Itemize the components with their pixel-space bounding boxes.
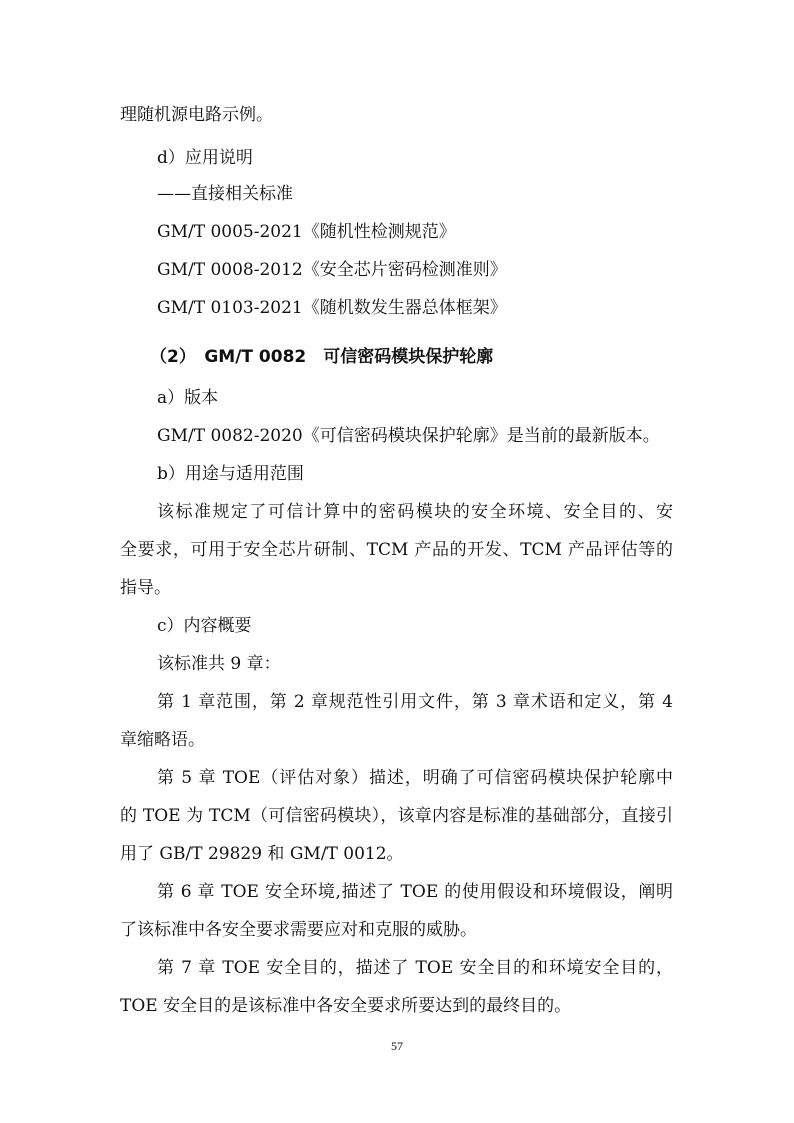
page-number: 57 bbox=[391, 1039, 403, 1053]
text-line: 该标准共 9 章： bbox=[157, 654, 281, 674]
standard-reference: GM/T 0103-2021《随机数发生器总体框架》 bbox=[157, 298, 507, 318]
text-line: 第 7 章 TOE 安全目的，描述了 TOE 安全目的和环境安全目的， bbox=[157, 958, 673, 978]
section-heading: （2） GM/T 0082 可信密码模块保护轮廓 bbox=[150, 347, 494, 367]
text-line: GM/T 0082-2020《可信密码模块保护轮廓》是当前的最新版本。 bbox=[157, 426, 660, 446]
text-line: 的 TOE 为 TCM（可信密码模块），该章内容是标准的基础部分，直接引 bbox=[120, 806, 673, 826]
text-line: 第 5 章 TOE（评估对象）描述，明确了可信密码模块保护轮廓中 bbox=[157, 768, 673, 788]
text-line: 第 1 章范围，第 2 章规范性引用文件，第 3 章术语和定义，第 4 bbox=[157, 692, 673, 712]
text-line: 该标准规定了可信计算中的密码模块的安全环境、安全目的、安 bbox=[157, 502, 673, 522]
text-line: 章缩略语。 bbox=[120, 730, 205, 750]
text-line: 指导。 bbox=[120, 578, 171, 598]
list-item-c: c）内容概要 bbox=[157, 616, 252, 636]
text-line: 了该标准中各安全要求需要应对和克服的威胁。 bbox=[120, 920, 477, 940]
standard-reference: GM/T 0005-2021《随机性检测规范》 bbox=[157, 222, 456, 242]
text-line: ——直接相关标准 bbox=[157, 184, 293, 204]
text-line: TOE 安全目的是该标准中各安全要求所要达到的最终目的。 bbox=[120, 996, 572, 1016]
text-line: 第 6 章 TOE 安全环境,描述了 TOE 的使用假设和环境假设，阐明 bbox=[157, 882, 673, 902]
list-item-d: d）应用说明 bbox=[157, 148, 253, 168]
standard-reference: GM/T 0008-2012《安全芯片密码检测准则》 bbox=[157, 260, 507, 280]
text-line: 用了 GB/T 29829 和 GM/T 0012。 bbox=[120, 844, 404, 864]
list-item-b: b）用途与适用范围 bbox=[157, 464, 304, 484]
text-line: 理随机源电路示例。 bbox=[120, 105, 273, 125]
text-line: 全要求，可用于安全芯片研制、TCM 产品的开发、TCM 产品评估等的 bbox=[120, 540, 673, 560]
list-item-a: a）版本 bbox=[157, 388, 219, 408]
